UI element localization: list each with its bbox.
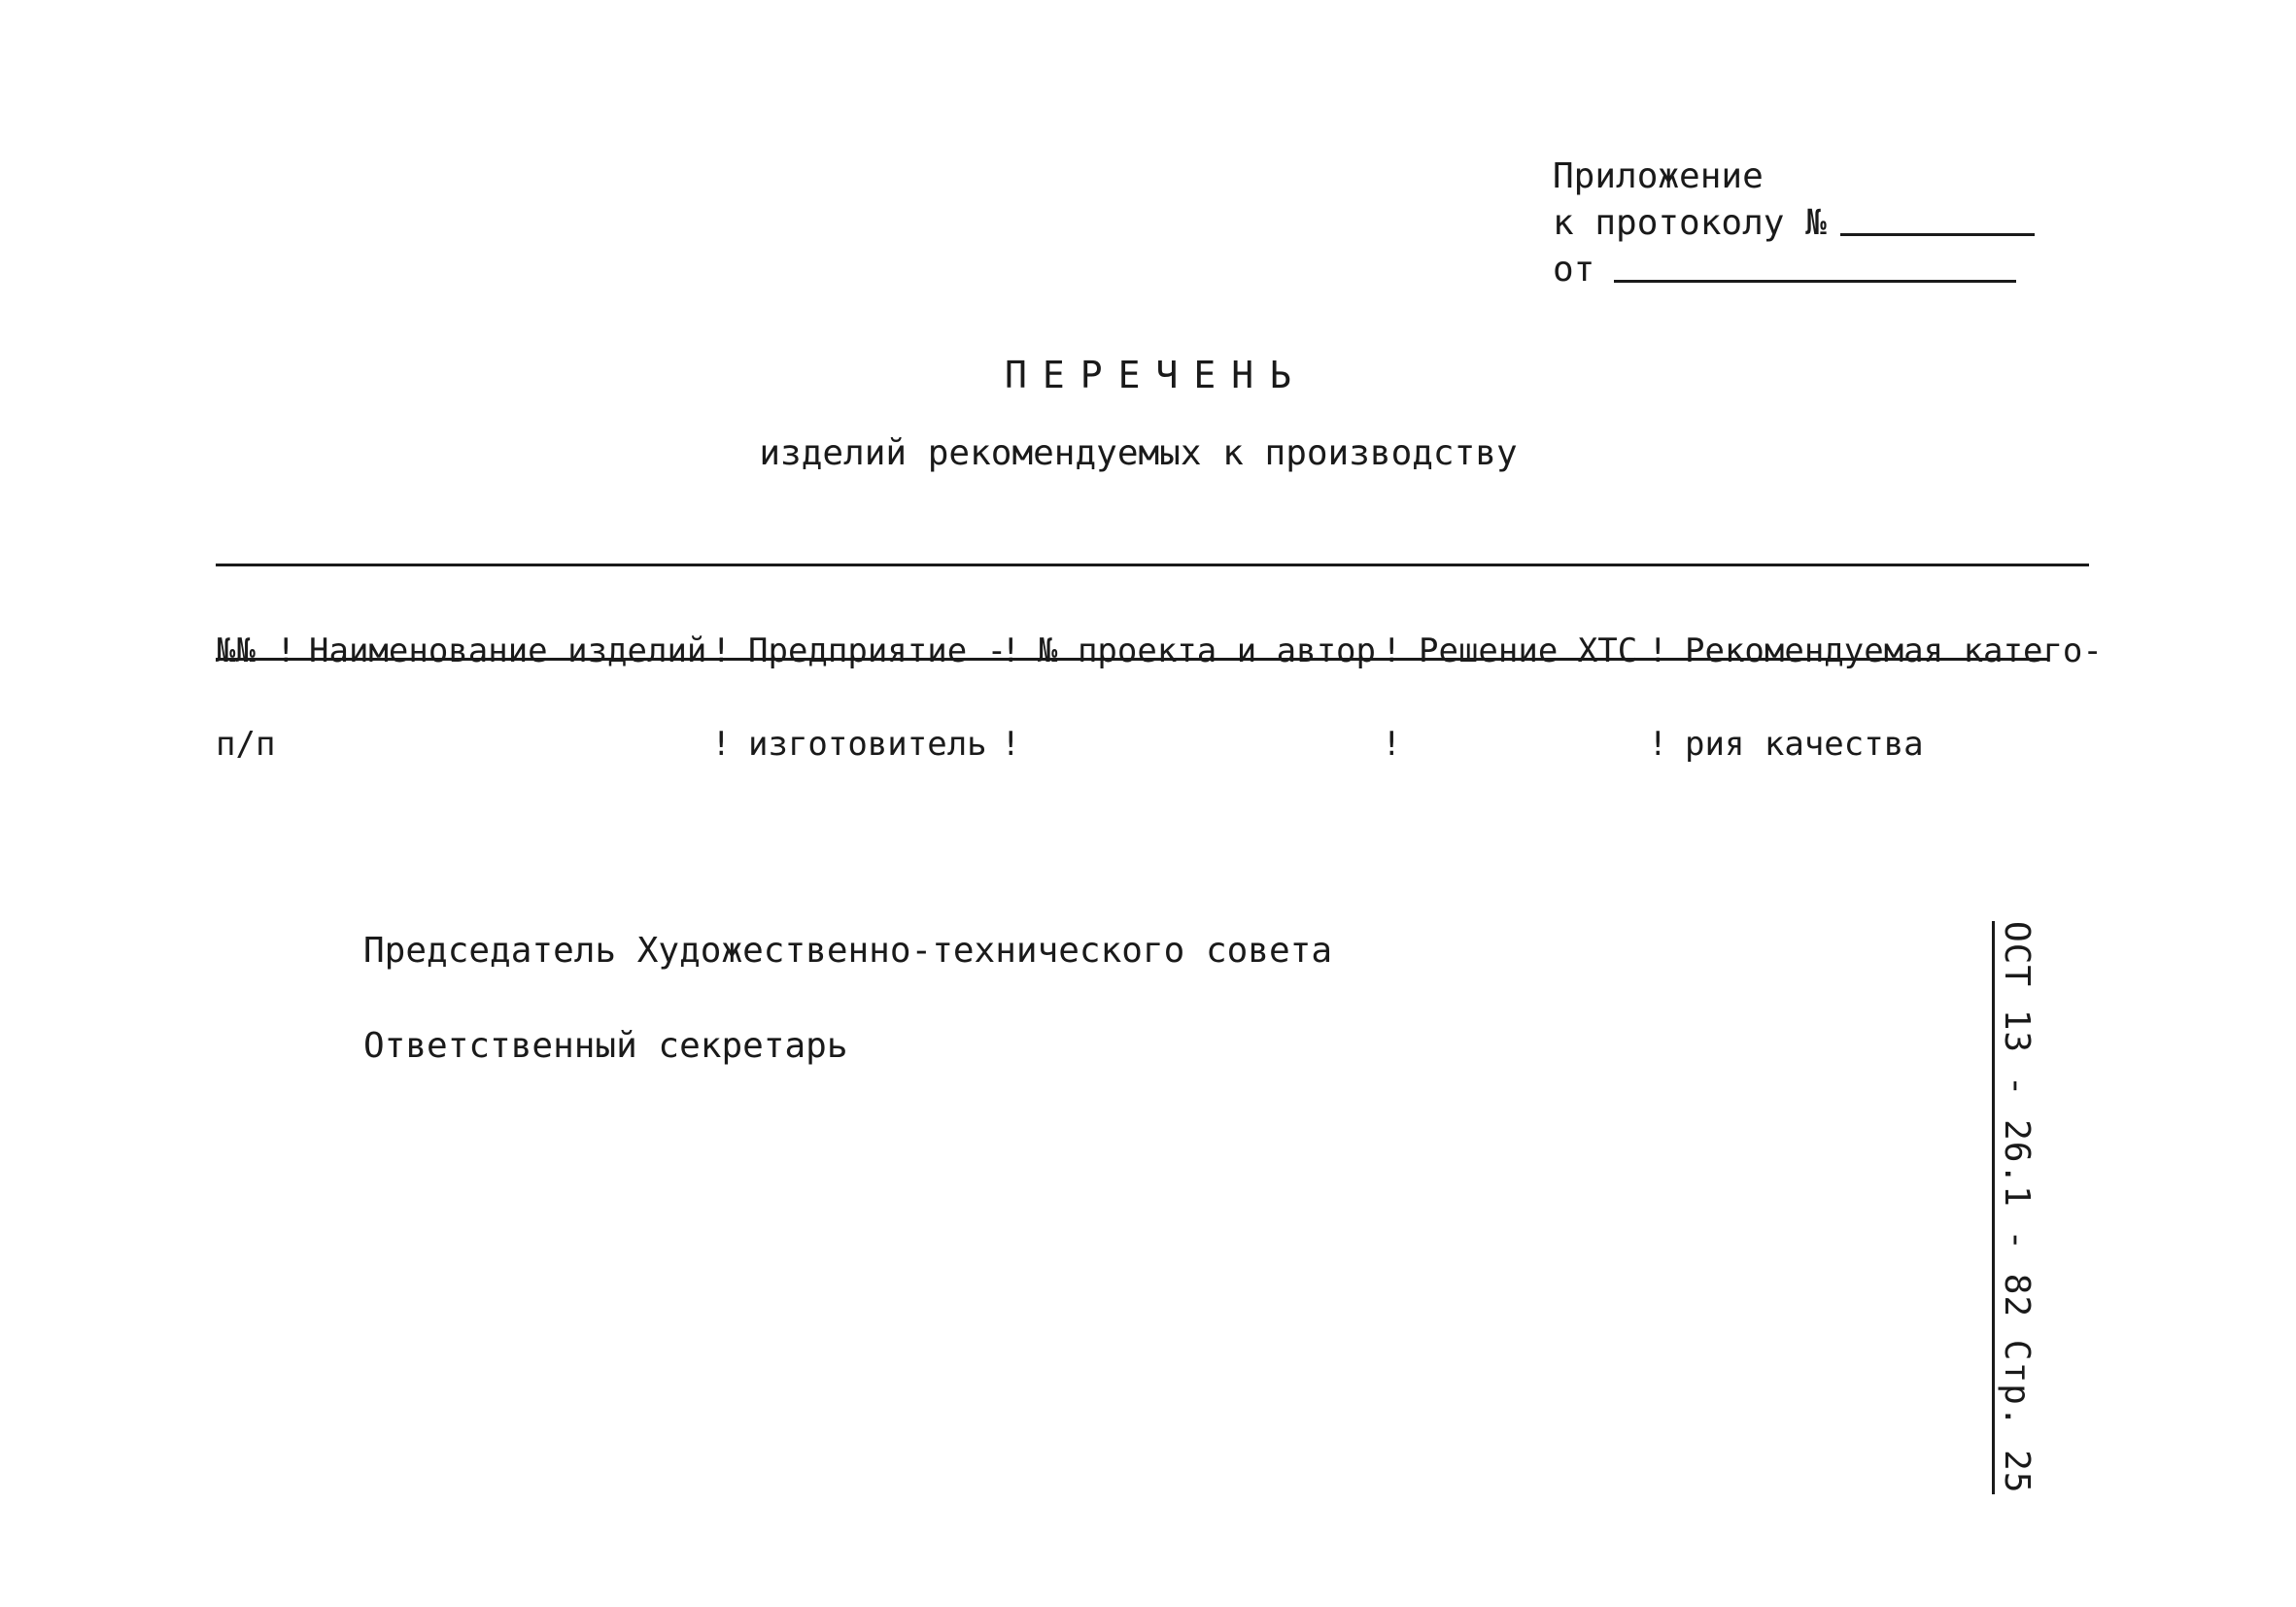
column-header-quality-category (1685, 573, 2103, 822)
column-separator (1648, 573, 1668, 822)
column-separator-mark: ! (1648, 632, 1668, 670)
column-header-name-line1: Наименование изделий (309, 632, 707, 670)
column-separator-mark: ! (1001, 632, 1021, 670)
column-header-name (309, 573, 706, 791)
appendix-title: Приложение (1553, 156, 1764, 196)
column-header-number-line1: №№ (216, 632, 256, 670)
document-title: ПЕРЕЧЕНЬ (1004, 354, 1308, 396)
column-separator-mark: ! (711, 632, 732, 670)
column-separator-mark: ! (1382, 632, 1402, 670)
column-separator-mark: ! (1001, 725, 1021, 764)
column-separator (1382, 573, 1402, 822)
protocol-label: к протоколу № (1553, 203, 1827, 243)
appendix-block (1553, 154, 2035, 293)
column-separator (1001, 573, 1021, 822)
protocol-date-line (1553, 247, 2035, 293)
column-header-decision-line1: Решение ХТС (1419, 632, 1638, 670)
table-bottom-rule (216, 658, 2048, 661)
column-header-quality-line1: Рекомендуемая катего- (1685, 632, 2103, 670)
secretary-signature-line: Ответственный секретарь (363, 1026, 848, 1066)
column-header-manufacturer (748, 573, 1007, 822)
document-subtitle: изделий рекомендуемых к производству (759, 433, 1518, 473)
standard-page-code: ОСТ 13 - 26.1 - 82 Стр. 25 (1992, 921, 2037, 1494)
column-separator-mark: ! (1382, 725, 1402, 764)
protocol-number-blank (1840, 200, 2035, 236)
column-separator-mark: ! (1648, 725, 1668, 764)
column-separator-mark: ! (276, 632, 296, 670)
column-header-project-line1: № проекта и автор (1038, 632, 1376, 670)
column-header-manufacturer-line1: Предприятие - (748, 632, 1008, 670)
column-header-project (1038, 573, 1376, 791)
column-header-number-line2: п/п (216, 725, 276, 764)
column-separator-mark: ! (711, 725, 732, 764)
table-top-rule (216, 564, 2089, 566)
chairman-signature-line: Председатель Художественно-технического совета (363, 931, 1332, 971)
column-header-manufacturer-line2: изготовитель (748, 725, 987, 764)
column-header-quality-line2: рия качества (1685, 725, 1924, 764)
date-label: от (1553, 250, 1595, 290)
column-header-decision (1419, 573, 1637, 791)
column-separator (711, 573, 732, 822)
protocol-date-blank (1614, 247, 2016, 283)
protocol-number-line (1553, 200, 2035, 247)
column-separator (276, 573, 296, 729)
